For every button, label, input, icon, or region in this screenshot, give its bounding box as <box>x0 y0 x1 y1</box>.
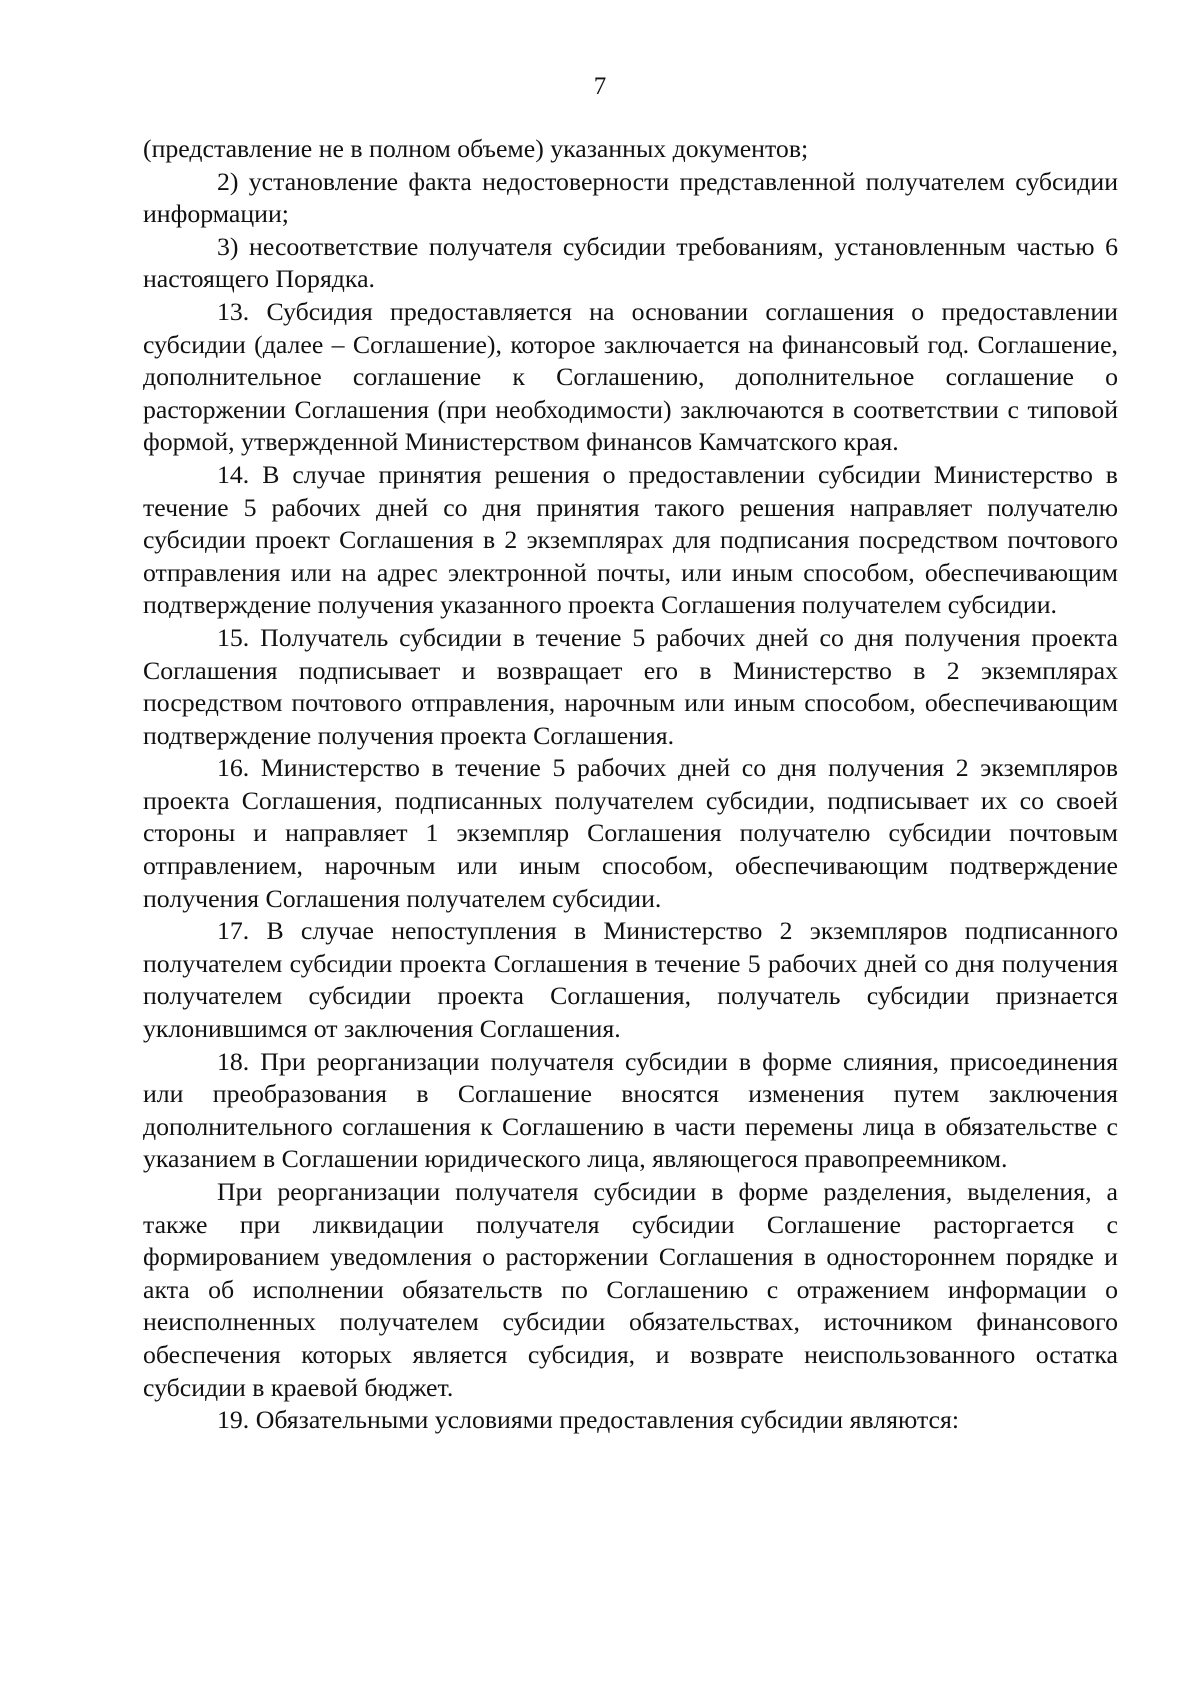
paragraph-16: 16. Министерство в течение 5 рабочих дней со дня получения 2 экземпляров проекта Соглашения, подписанных получателем субсидии, подписывает их со своей стороны и направляет 1 экземпляр Соглашения получателю субсидии почтовым отправлением, нарочным или иным способом, обеспечивающим подтверждение получения Соглашения получателем субсидии. <box>143 753 1118 913</box>
paragraph-17: 17. В случае непоступления в Министерство 2 экземпляров подписанного получателем субсидии проекта Соглашения в течение 5 рабочих дней со дня получения получателем субсидии проекта Соглашения, получатель субсидии признается уклонившимся от заключения Соглашения. <box>143 916 1118 1044</box>
document-body <box>143 133 1118 1437</box>
paragraph-item-3: 3) несоответствие получателя субсидии требованиям, установленным частью 6 настоящего Порядка. <box>143 231 1118 294</box>
paragraph-14: 14. В случае принятия решения о предоставлении субсидии Министерство в течение 5 рабочих дней со дня принятия такого решения направляет получателю субсидии проект Соглашения в 2 экземплярах для подписания посредством почтового отправления или на адрес электронной почты, или иным способом, обеспечивающим подтверждение получения указанного проекта Соглашения получателем субсидии. <box>143 459 1118 620</box>
page-number: 7 <box>593 73 607 100</box>
paragraph-continuation: (представление не в полном объеме) указанных документов; <box>143 134 809 163</box>
paragraph-item-2: 2) установление факта недостоверности представленной получателем субсидии информации; <box>143 166 1118 229</box>
paragraph-18: 18. При реорганизации получателя субсидии в форме слияния, присоединения или преобразования в Соглашение вносятся изменения путем заключения дополнительного соглашения к Соглашению в части перемены лица в обязательстве с указанием в Соглашении юридического лица, являющегося правопреемником. <box>143 1046 1118 1174</box>
paragraph-13: 13. Субсидия предоставляется на основании соглашения о предоставлении субсидии (далее – Соглашение), которое заключается на финансовый год. Соглашение, дополнительное соглашение к Соглашению, дополнительное соглашение о расторжении Соглашения (при необходимости) заключаются в соответствии с типовой формой, утвержденной Министерством финансов Камчатского края. <box>143 296 1118 457</box>
paragraph-18-continued: При реорганизации получателя субсидии в форме разделения, выделения, а также при ликвидации получателя субсидии Соглашение расторгается с формированием уведомления о расторжении Соглашения в одностороннем порядке и акта об исполнении обязательств по Соглашению с отражением информации о неисполненных получателем субсидии обязательствах, источником финансового обеспечения которых является субсидия, и возврате неиспользованного остатка субсидии в краевой бюджет. <box>143 1177 1118 1402</box>
paragraph-19: 19. Обязательными условиями предоставления субсидии являются: <box>217 1405 960 1435</box>
paragraph-15: 15. Получатель субсидии в течение 5 рабочих дней со дня получения проекта Соглашения подписывает и возвращает его в Министерство в 2 экземплярах посредством почтового отправления, нарочным или иным способом, обеспечивающим подтверждение получения проекта Соглашения. <box>143 622 1118 750</box>
